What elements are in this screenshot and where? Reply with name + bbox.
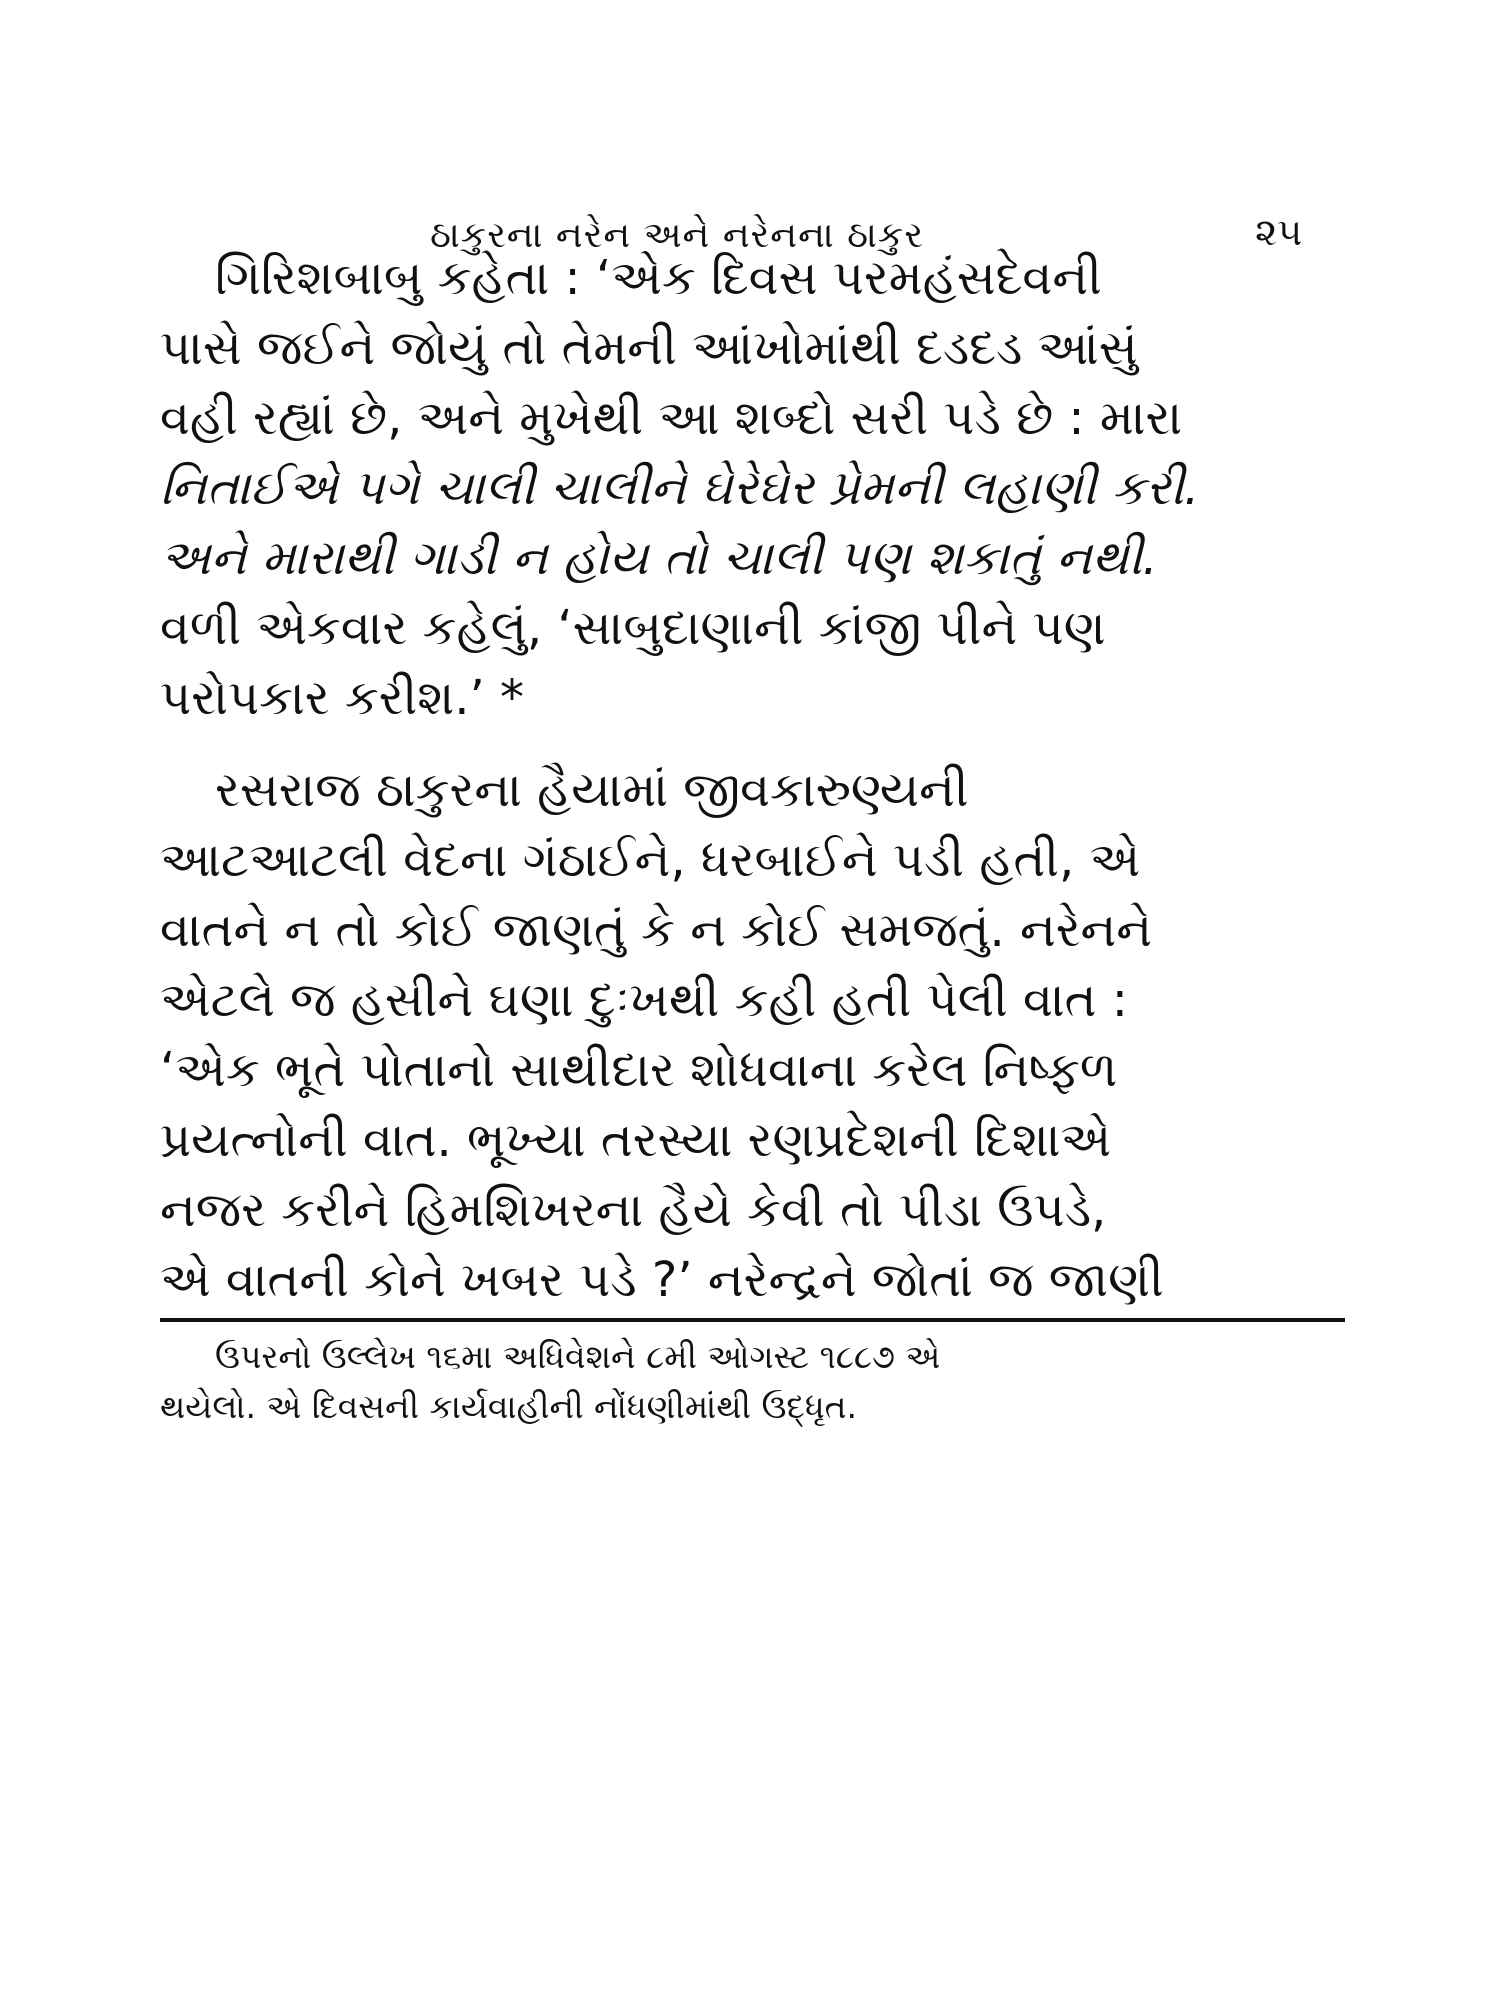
body-line: નજર કરીને હિમશિખરના હૈયે કેવી તો પીડા ઉપડે,: [160, 1182, 1107, 1238]
body-line: પાસે જઈને જોયું તો તેમની આંખોમાંથી દડદડ આંસું: [160, 320, 1138, 376]
body-line: ‘એક ભૂતે પોતાનો સાથીદાર શોધવાના કરેલ નિષ્ફળ: [160, 1042, 1118, 1098]
body-line: પરોપકાર કરીશ.’ *: [160, 670, 525, 726]
body-line: વળી એકવાર કહેલું, ‘સાબુદાણાની કાંજી પીને પણ: [160, 600, 1106, 656]
body-line: અને મારાથી ગાડી ન હોય તો ચાલી પણ શકાતું નથી.: [160, 530, 1158, 586]
page-number: ૨૫: [1255, 210, 1303, 254]
body-line: ગિરિશબાબુ કહેતા : ‘એક દિવસ પરમહંસદેવની: [215, 250, 1102, 306]
body-line: વાતને ન તો કોઈ જાણતું કે ન કોઈ સમજતું. નરેનને: [160, 902, 1153, 958]
footnote-line: થયેલો. એ દિવસની કાર્યવાહીની નોંધણીમાંથી ઉદ્ધૃત.: [160, 1387, 858, 1426]
running-head: ઠાકુરના નરેન અને નરેનના ઠાકુર: [430, 215, 924, 256]
body-line: નિતાઈએ પગે ચાલી ચાલીને ઘેરેઘેર પ્રેમની લહાણી કરી.: [160, 460, 1200, 516]
footnote-rule: [160, 1318, 1345, 1322]
body-line: આટઆટલી વેદના ગંઠાઈને, ધરબાઈને પડી હતી, એ: [160, 832, 1141, 888]
body-line: વહી રહ્યાં છે, અને મુખેથી આ શબ્દો સરી પડે છે : મારા: [160, 390, 1183, 446]
body-line: રસરાજ ઠાકુરના હૈયામાં જીવકારુણ્યની: [215, 762, 969, 818]
footnote-line: ઉપરનો ઉલ્લેખ ૧૬મા અધિવેશને ૮મી ઓગસ્ટ ૧૮૮૭ એ: [215, 1337, 941, 1376]
body-line: એટલે જ હસીને ઘણા દુઃખથી કહી હતી પેલી વાત :: [160, 972, 1128, 1028]
body-line: પ્રયત્નોની વાત. ભૂખ્યા તરસ્યા રણપ્રદેશની દિશાએ: [160, 1112, 1112, 1168]
body-line: એ વાતની કોને ખબર પડે ?’ નરેન્દ્રને જોતાં જ જાણી: [160, 1252, 1164, 1308]
